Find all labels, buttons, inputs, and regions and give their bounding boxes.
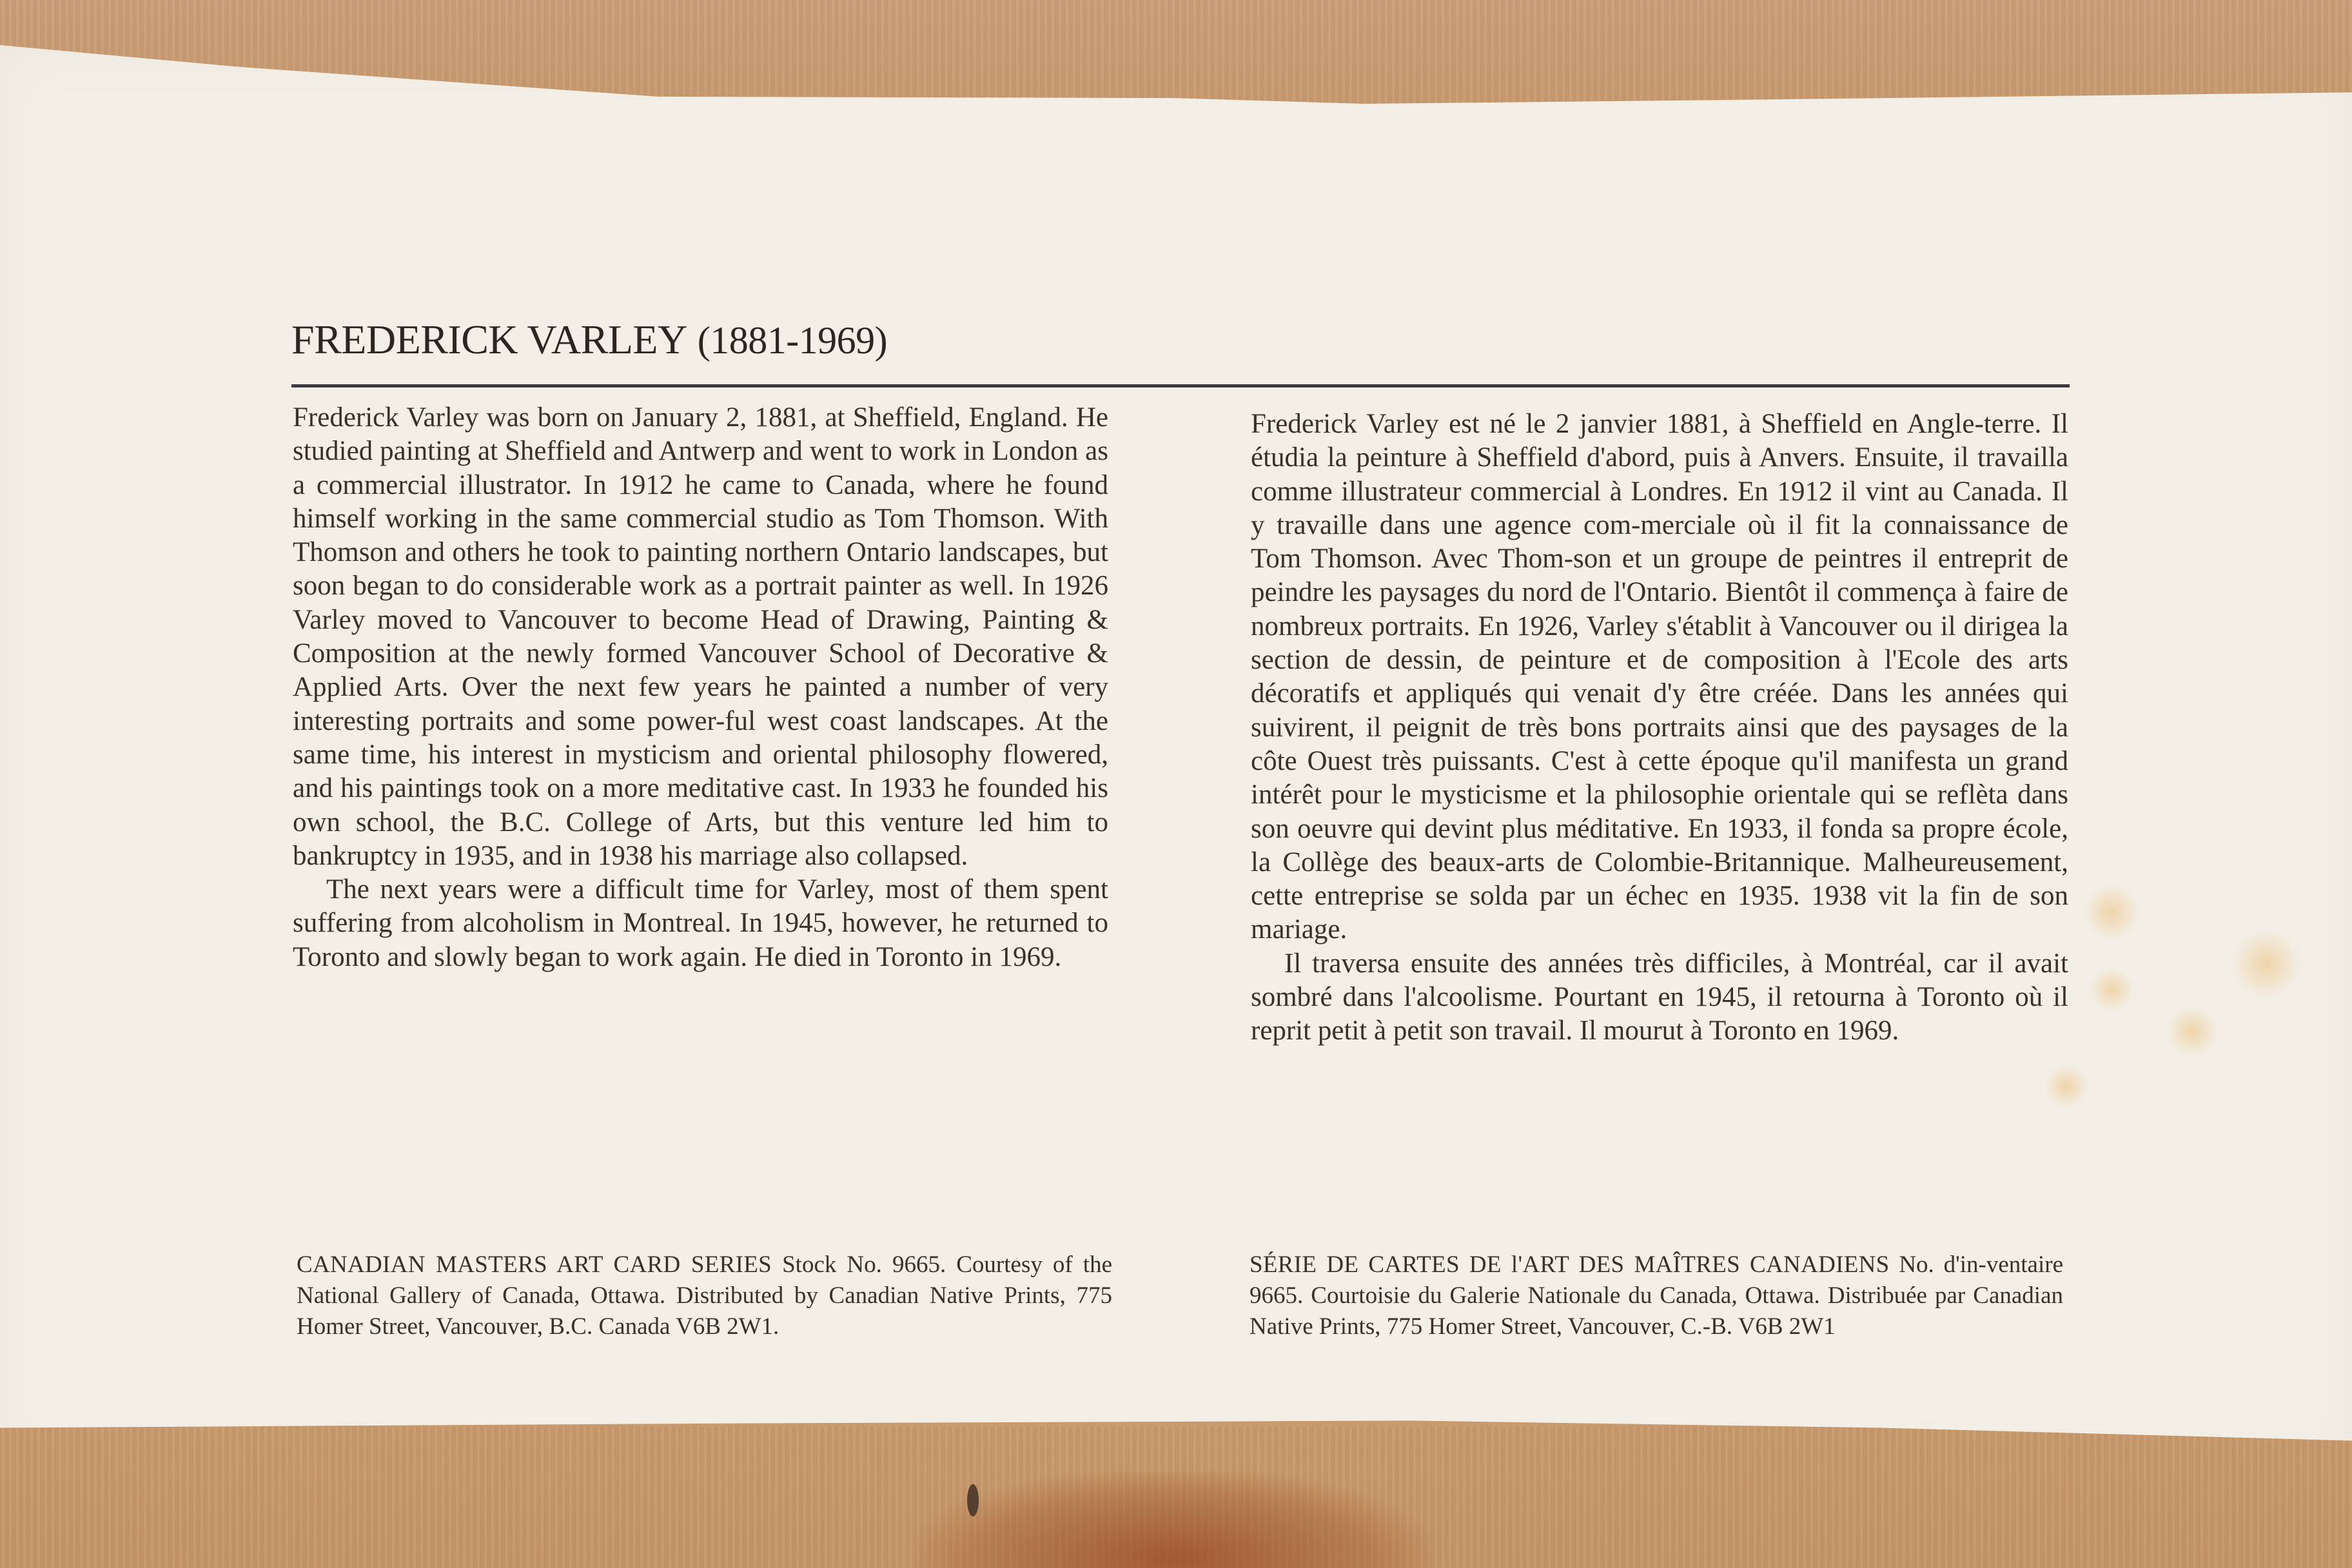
english-biography: [293, 401, 1108, 974]
cardboard-background-bottom: [0, 1426, 2352, 1568]
foxing-spot: [2082, 883, 2141, 941]
artist-heading: [291, 316, 887, 364]
english-credit-text: Stock No. 9665. Courtesy of the National Gallery of Canada, Ottawa. Distributed by Canadian Native Prints, 775 Homer Street, Vancouver, B.C. Canada V6B 2W1.: [297, 1251, 1112, 1340]
english-series-name: CANADIAN MASTERS ART CARD SERIES: [297, 1251, 772, 1278]
english-paragraph-1: Frederick Varley was born on January 2, 1881, at Sheffield, England. He studied painting at Sheffield and Antwerp and went to work in London as a commercial illustrator. In 1912 he came to Canada, where he found himself working in the same commercial studio as Tom Thomson. With Thomson and others he took to painting northern Ontario landscapes, but soon began to do considerable work as a portrait painter as well. In 1926 Varley moved to Vancouver to become Head of Drawing, Painting & Composition at the newly formed Vancouver School of Decorative & Applied Arts. Over the next few years he painted a number of very interesting portraits and some power-ful west coast landscapes. At the same time, his interest in mysticism and oriental philosophy flowered, and his paintings took on a more meditative cast. In 1933 he founded his own school, the B.C. College of Arts, but this venture led him to bankruptcy in 1935, and in 1938 his marriage also collapsed.: [293, 402, 1108, 871]
french-credit-text: No. d'in-ventaire 9665. Courtoisie du Galerie Nationale du Canada, Ottawa. Distribuée par Canadian Native Prints, 775 Homer Street, Vancouver, C.-B. V6B 2W1: [1250, 1251, 2063, 1340]
dark-spot: [967, 1484, 979, 1516]
french-biography: [1251, 407, 2068, 1048]
french-series-name: SÉRIE DE CARTES DE l'ART DES MAÎTRES CANADIENS: [1250, 1251, 1890, 1278]
artist-name: FREDERICK VARLEY: [291, 317, 687, 362]
stain-mark: [916, 1471, 1431, 1568]
english-credit: [297, 1250, 1112, 1342]
artist-dates: (1881-1969): [697, 319, 888, 362]
foxing-spot: [2166, 1006, 2218, 1057]
english-paragraph-2: The next years were a difficult time for Varley, most of them spent suffering from alcoholism in Montreal. In 1945, however, he returned to Toronto and slowly began to work again. He died in Toronto in 1969.: [293, 874, 1108, 972]
foxing-spot: [2044, 1064, 2089, 1109]
heading-rule: [291, 384, 2070, 387]
foxing-spot: [2231, 928, 2302, 999]
french-paragraph-2: Il traversa ensuite des années très difficiles, à Montréal, car il avait sombré dans l'alcoolisme. Pourtant en 1945, il retourna à Toronto où il reprit petit à petit son travail. Il mourut à Toronto en 1969.: [1251, 948, 2068, 1046]
foxing-spot: [2089, 967, 2134, 1012]
french-credit: [1250, 1250, 2063, 1342]
french-paragraph-1: Frederick Varley est né le 2 janvier 1881, à Sheffield en Angle-terre. Il étudia la peinture à Sheffield d'abord, puis à Anvers. Ensuite, il travailla comme illustrateur commercial à Londres. En 1912 il vint au Canada. Il y travaille dans une agence com-merciale où il fit la connaissance de Tom Thomson. Avec Thom-son et un groupe de peintres il entreprit de peindre les paysages du nord de l'Ontario. Bientôt il commença à faire de nombreux portraits. En 1926, Varley s'établit à Vancouver ou il dirigea la section de dessin, de peinture et de composition à l'Ecole des arts décoratifs et appliqués qui venait d'y être créée. Dans les années qui suivirent, il peignit de très bons portraits ainsi que des paysages de la côte Ouest très puissants. C'est à cette époque qu'il manifesta un grand intérêt pour le mysticisme et la philosophie orientale qui se reflèta dans son oeuvre qui devint plus méditative. En 1933, il fonda sa propre école, la Collège des beaux-arts de Colombie-Britannique. Malheureusement, cette entreprise se solda par un échec en 1935. 1938 vit la fin de son mariage.: [1251, 409, 2068, 945]
